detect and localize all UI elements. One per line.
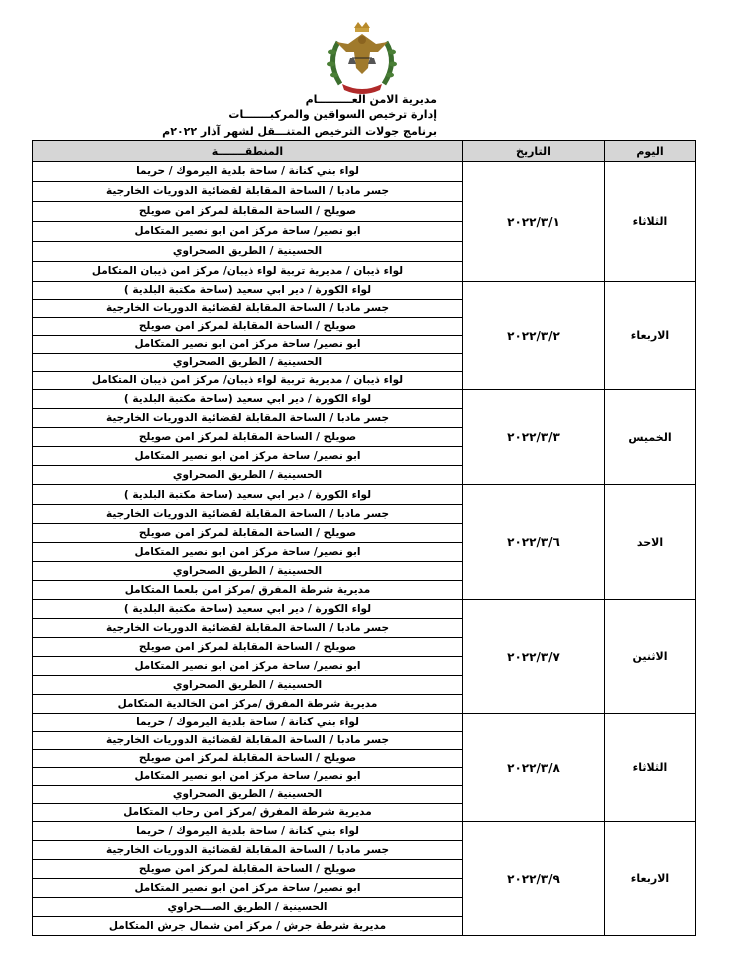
day-cell: الثلاثاء — [605, 162, 696, 282]
column-header-date: التاريخ — [463, 141, 605, 162]
day-cell: الخميس — [605, 390, 696, 485]
date-cell: ٢٠٢٢/٣/٣ — [463, 390, 605, 485]
area-line: ابو نصير/ ساحة مركز امن ابو نصير المتكامل — [33, 222, 462, 242]
area-line: جسر مادبا / الساحة المقابلة لقضائية الدوريات الخارجية — [33, 182, 462, 202]
area-line: مديرية شرطة المفرق /مركز امن الخالدية المتكامل — [117, 698, 378, 710]
day-cell: الاثنين — [605, 600, 696, 714]
area-line: الحسينية / الطريق الصحراوي — [33, 354, 462, 372]
header-department: إدارة ترخيص السواقين والمركبـــــــات — [228, 108, 437, 121]
area-line: ابو نصير/ ساحة مركز امن ابو نصير المتكامل — [33, 543, 462, 562]
area-line: لواء الكورة / دير ابي سعيد (ساحة مكتبة البلدية ) — [33, 390, 462, 409]
area-line: صويلح / الساحة المقابلة لمركز امن صويلح — [33, 318, 462, 336]
crest-emblem-icon — [318, 22, 406, 94]
area-cell — [33, 485, 463, 600]
header-directorate: مديرية الامن العـــــــــام — [305, 93, 437, 106]
area-line: مديرية شرطة جرش / مركز امن شمال جرش المتكامل — [108, 920, 387, 932]
area-line: ابو نصير/ ساحة مركز امن ابو نصير المتكامل — [33, 447, 462, 466]
area-line: الحسينية / الطريق الصحراوي — [33, 676, 462, 695]
column-header-area: المنطقـــــــة — [33, 141, 463, 162]
area-line: الحسينية / الطريق الصـــحراوي — [33, 898, 462, 917]
table-row — [33, 390, 696, 485]
schedule-table — [32, 140, 696, 936]
area-line: مديرية شرطة المفرق /مركز امن بلعما المتكامل — [124, 583, 371, 596]
date-cell: ٢٠٢٢/٣/٦ — [463, 485, 605, 600]
day-cell: الاربعاء — [605, 822, 696, 936]
date-cell: ٢٠٢٢/٣/١ — [463, 162, 605, 282]
date-cell: ٢٠٢٢/٣/٢ — [463, 282, 605, 390]
table-row — [33, 282, 696, 390]
day-cell: الاحد — [605, 485, 696, 600]
area-line: لواء بني كنانة / ساحة بلدية اليرموك / حريما — [33, 822, 462, 841]
area-line: ابو نصير/ ساحة مركز امن ابو نصير المتكامل — [33, 768, 462, 786]
area-line: صويلح / الساحة المقابلة لمركز امن صويلح — [33, 750, 462, 768]
column-header-day: اليوم — [605, 141, 696, 162]
table-row — [33, 822, 696, 936]
area-line: صويلح / الساحة المقابلة لمركز امن صويلح — [33, 638, 462, 657]
date-cell: ٢٠٢٢/٣/٨ — [463, 714, 605, 822]
area-line: لواء الكورة / دير ابي سعيد (ساحة مكتبة البلدية ) — [33, 282, 462, 300]
day-cell: الاربعاء — [605, 282, 696, 390]
area-line: ابو نصير/ ساحة مركز امن ابو نصير المتكامل — [33, 657, 462, 676]
area-line: الحسينية / الطريق الصحراوي — [33, 242, 462, 262]
header-program-title: برنامج جولات الترخيص المتنـــقل لشهر آذار ٢٠٢٢م — [162, 125, 437, 138]
area-line: الحسينية / الطريق الصحراوي — [172, 469, 323, 481]
table-header-row — [33, 141, 696, 162]
area-line: جسر مادبا / الساحة المقابلة لقضائية الدوريات الخارجية — [33, 732, 462, 750]
area-line: لواء الكورة / دير ابي سعيد (ساحة مكتبة البلدية ) — [33, 600, 462, 619]
area-cell — [33, 714, 463, 822]
area-line: لواء بني كنانة / ساحة بلدية اليرموك / حريما — [33, 162, 462, 182]
area-cell — [33, 822, 463, 936]
area-line: لواء ذيبان / مديرية تربية لواء ذيبان/ مركز امن ذيبان المتكامل — [91, 374, 404, 386]
area-line: صويلح / الساحة المقابلة لمركز امن صويلح — [33, 202, 462, 222]
area-line: لواء الكورة / دير ابي سعيد (ساحة مكتبة البلدية ) — [33, 486, 462, 505]
schedule-body — [33, 162, 696, 936]
day-cell: الثلاثاء — [605, 714, 696, 822]
date-cell: ٢٠٢٢/٣/٩ — [463, 822, 605, 936]
area-cell — [33, 282, 463, 390]
table-row — [33, 714, 696, 822]
area-line: صويلح / الساحة المقابلة لمركز امن صويلح — [33, 860, 462, 879]
date-cell: ٢٠٢٢/٣/٧ — [463, 600, 605, 714]
table-row — [33, 600, 696, 714]
area-line: ابو نصير/ ساحة مركز امن ابو نصير المتكامل — [33, 336, 462, 354]
area-cell — [33, 600, 463, 714]
area-line: صويلح / الساحة المقابلة لمركز امن صويلح — [33, 428, 462, 447]
table-row — [33, 485, 696, 600]
area-line: جسر مادبا / الساحة المقابلة لقضائية الدوريات الخارجية — [33, 505, 462, 524]
area-line: صويلح / الساحة المقابلة لمركز امن صويلح — [33, 524, 462, 543]
table-row — [33, 162, 696, 282]
area-line: لواء بني كنانة / ساحة بلدية اليرموك / حريما — [33, 714, 462, 732]
area-line: مديرية شرطة المفرق /مركز امن رحاب المتكامل — [123, 806, 372, 818]
area-line: ابو نصير/ ساحة مركز امن ابو نصير المتكامل — [33, 879, 462, 898]
area-line: لواء ذيبان / مديرية تربية لواء ذيبان/ مركز امن ذيبان المتكامل — [91, 265, 404, 277]
area-cell — [33, 390, 463, 485]
area-line: جسر مادبا / الساحة المقابلة لقضائية الدوريات الخارجية — [33, 409, 462, 428]
area-line: جسر مادبا / الساحة المقابلة لقضائية الدوريات الخارجية — [33, 619, 462, 638]
area-line: الحسينية / الطريق الصحراوي — [33, 562, 462, 581]
area-line: الحسينية / الطريق الصحراوي — [33, 786, 462, 804]
area-cell — [33, 162, 463, 282]
area-line: جسر مادبا / الساحة المقابلة لقضائية الدوريات الخارجية — [33, 300, 462, 318]
area-line: جسر مادبا / الساحة المقابلة لقضائية الدوريات الخارجية — [33, 841, 462, 860]
